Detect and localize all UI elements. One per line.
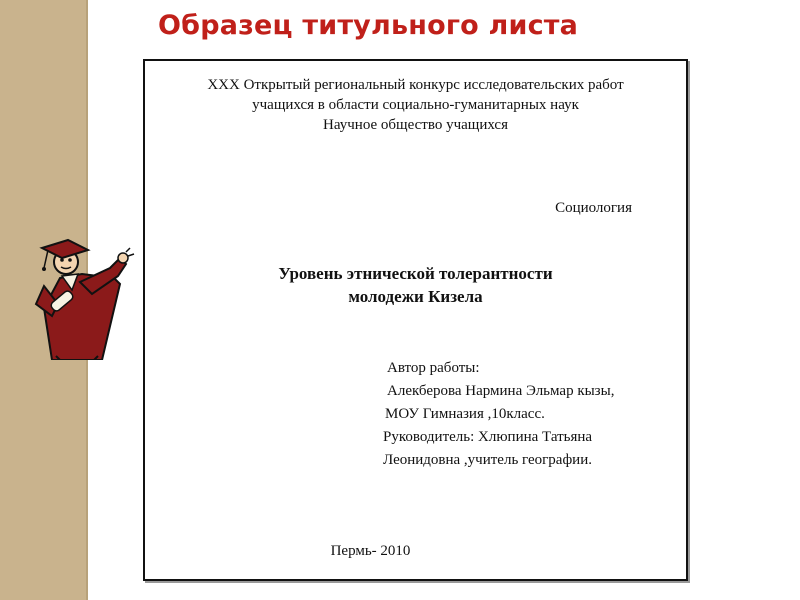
header-line: учащихся в области социально-гуманитарных наук: [252, 97, 579, 113]
title-page-sample: [143, 59, 688, 581]
header-line: Научное общество учащихся: [323, 117, 508, 133]
supervisor-line: Руководитель: Хлюпина Татьяна: [383, 429, 593, 445]
slide-title: Образец титульного листа: [158, 10, 579, 41]
graduate-with-diploma-icon: [22, 238, 137, 360]
topic-line: Уровень этнической толерантности: [278, 264, 553, 283]
author-info: [385, 357, 614, 472]
header-line: XXX Открытый региональный конкурс исследовательских работ: [207, 77, 624, 93]
author-line: Автор работы:: [387, 360, 480, 376]
topic-line: молодежи Кизела: [348, 287, 483, 306]
supervisor-line: Леонидовна ,учитель географии.: [383, 452, 592, 468]
author-line: Алекберова Нармина Эльмар кызы,: [387, 383, 615, 399]
research-topic: [145, 262, 686, 308]
city-year: Пермь- 2010: [330, 543, 411, 559]
author-line: МОУ Гимназия ,10класс.: [385, 406, 545, 422]
contest-header: [145, 75, 686, 135]
subject-label: Социология: [555, 200, 632, 216]
